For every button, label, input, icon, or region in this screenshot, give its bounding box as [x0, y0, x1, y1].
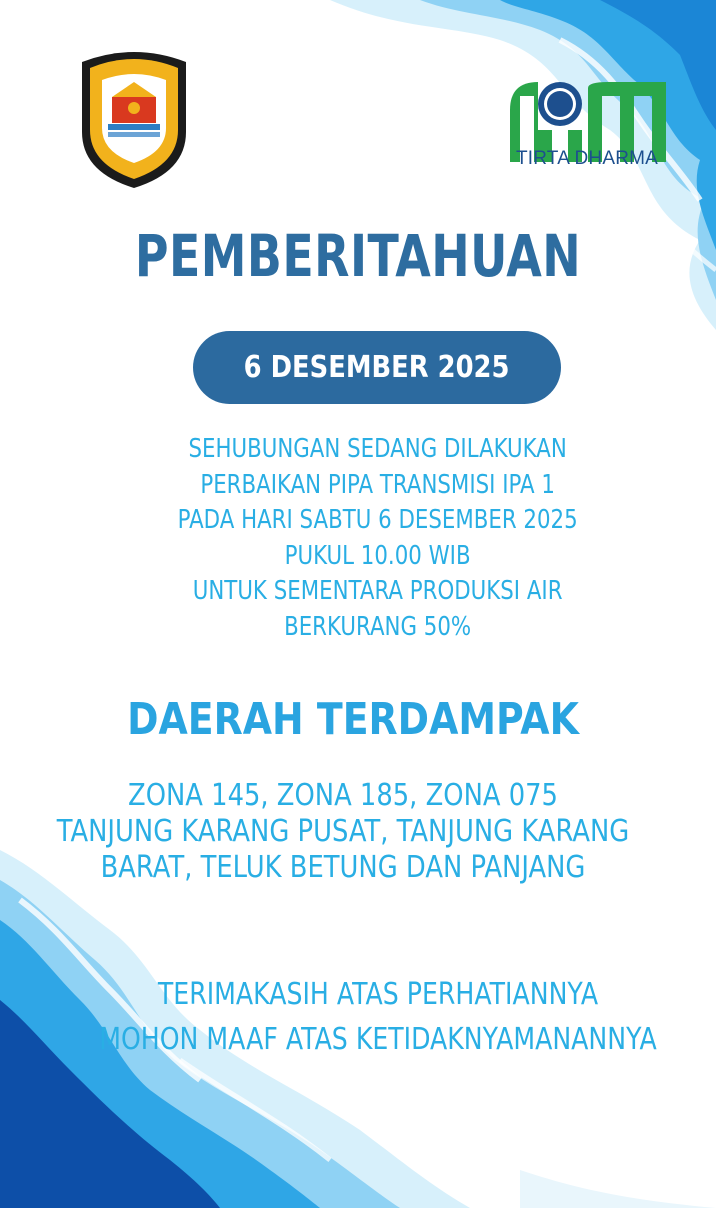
closing-message — [60, 972, 695, 1062]
affected-area-line: TANJUNG KARANG PUSAT, TANJUNG KARANG — [56, 814, 630, 849]
closing-line: MOHON MAAF ATAS KETIDAKNYAMANANNYA — [99, 1022, 657, 1057]
affected-area-line: BARAT, TELUK BETUNG DAN PANJANG — [100, 850, 586, 885]
affected-area-list — [48, 778, 638, 886]
affected-area-line: ZONA 145, ZONA 185, ZONA 075 — [128, 778, 558, 813]
notice-body-line: PUKUL 10.00 WIB — [284, 540, 471, 571]
notice-body-line: SEHUBUNGAN SEDANG DILAKUKAN — [188, 434, 567, 464]
notice-body-line: UNTUK SEMENTARA PRODUKSI AIR — [192, 576, 563, 606]
notice-body-line: BERKURANG 50% — [284, 611, 472, 642]
tirta-dharma-logo-text: TIRTA DHARMA — [515, 148, 659, 169]
affected-area-title: DAERAH TERDAMPAK — [127, 694, 579, 745]
kota-bandar-lampung-emblem-icon — [72, 42, 196, 190]
notice-body — [68, 432, 688, 645]
notice-body-line: PERBAIKAN PIPA TRANSMISI IPA 1 — [200, 469, 555, 500]
date-text: 6 DESEMBER 2025 — [244, 350, 510, 385]
notice-title: PEMBERITAHUAN — [134, 222, 582, 290]
notice-body-line: PADA HARI SABTU 6 DESEMBER 2025 — [177, 505, 578, 535]
closing-line: TERIMAKASIH ATAS PERHATIANNYA — [157, 977, 599, 1012]
date-badge — [193, 331, 561, 404]
